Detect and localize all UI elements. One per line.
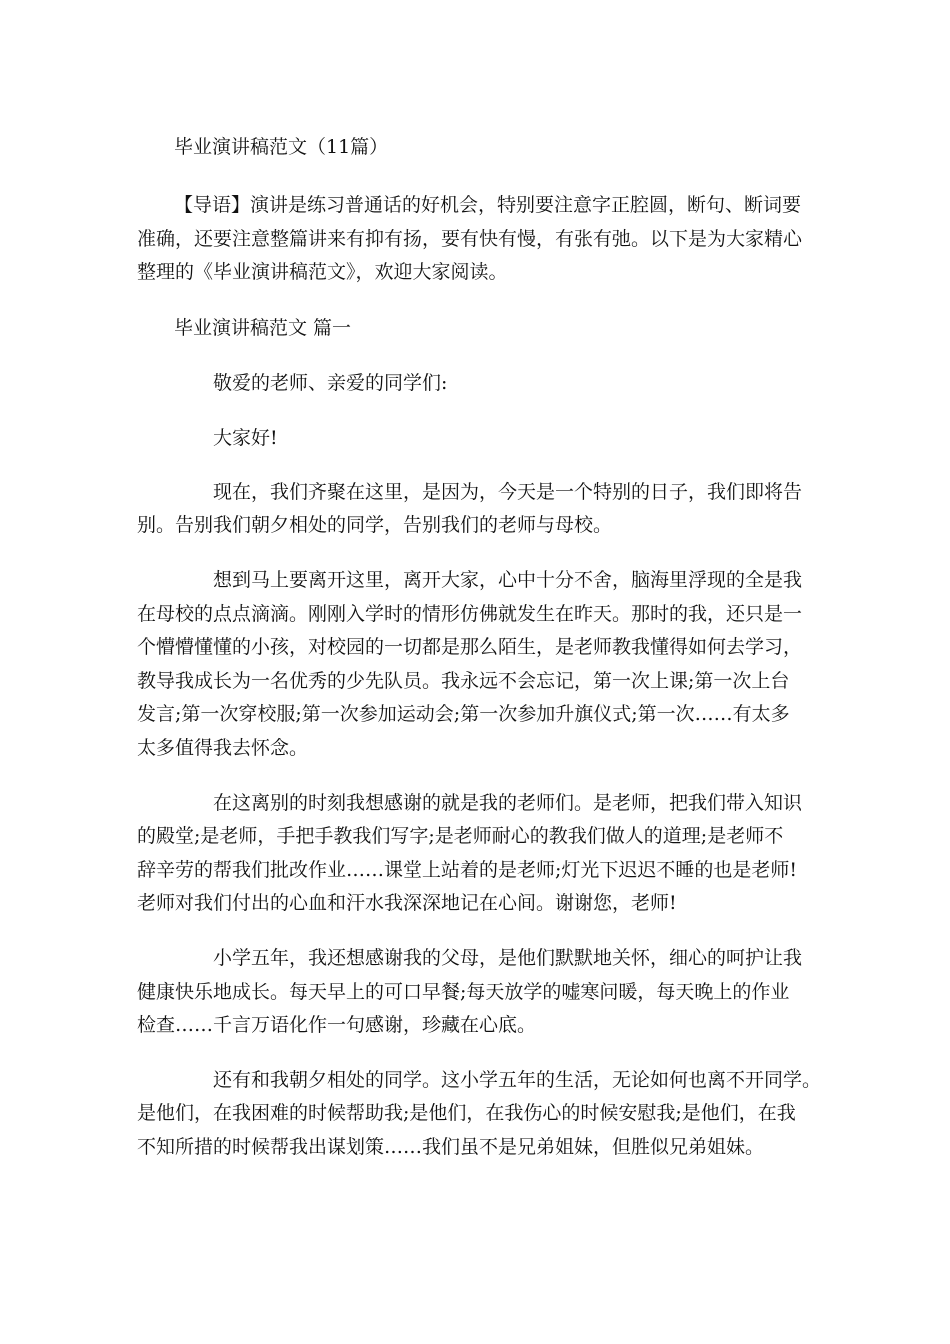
paragraph-line: 个懵懵懂懂的小孩，对校园的一切都是那么陌生，是老师教我懂得如何去学习， (137, 636, 803, 659)
paragraph-line: 健康快乐地成长。每天早上的可口早餐;每天放学的嘘寒问暖，每天晚上的作业 (137, 980, 790, 1003)
intro-line: 准确，还要注意整篇讲来有抑有扬，要有快有慢，有张有弛。以下是为大家精心 (137, 227, 803, 250)
intro-line: 整理的《毕业演讲稿范文》，欢迎大家阅读。 (137, 261, 508, 284)
paragraph-line: 教导我成长为一名优秀的少先队员。我永远不会忘记，第一次上课;第一次上台 (137, 669, 790, 692)
greeting: 大家好! (213, 426, 278, 449)
paragraph-line: 辞辛劳的帮我们批改作业……课堂上站着的是老师;灯光下迟迟不睡的也是老师! (137, 858, 798, 881)
paragraph-line: 现在，我们齐聚在这里，是因为，今天是一个特别的日子，我们即将告 (213, 480, 803, 503)
paragraph-line: 老师对我们付出的心血和汗水我深深地记在心间。谢谢您，老师! (137, 892, 677, 915)
paragraph-line: 发言;第一次穿校服;第一次参加运动会;第一次参加升旗仪式;第一次……有太多 (137, 703, 790, 726)
intro-line: 【导语】演讲是练习普通话的好机会，特别要注意字正腔圆，断句、断词要 (174, 194, 802, 216)
paragraph-line: 检查……千言万语化作一句感谢，珍藏在心底。 (137, 1014, 537, 1037)
section-heading: 毕业演讲稿范文 篇一 (174, 316, 352, 339)
paragraph-line: 太多值得我去怀念。 (137, 736, 309, 759)
paragraph-line: 的殿堂;是老师，手把手教我们写字;是老师耐心的教我们做人的道理;是老师不 (137, 825, 784, 848)
paragraph-line: 在这离别的时刻我想感谢的就是我的老师们。是老师，把我们带入知识 (213, 791, 803, 814)
paragraph-line: 想到马上要离开这里，离开大家，心中十分不舍，脑海里浮现的全是我 (213, 568, 803, 591)
body-paragraph (137, 942, 827, 1043)
paragraph-line: 还有和我朝夕相处的同学。这小学五年的生活，无论如何也离不开同学。 (213, 1068, 822, 1091)
body-paragraph (137, 476, 827, 543)
paragraph-line: 是他们，在我困难的时候帮助我;是他们，在我伤心的时候安慰我;是他们，在我 (137, 1102, 796, 1125)
document-body (137, 130, 827, 1185)
body-paragraph (137, 564, 827, 766)
intro-paragraph (137, 189, 827, 290)
paragraph-line: 在母校的点点滴滴。刚刚入学时的情形仿佛就发生在昨天。那时的我，还只是一 (137, 602, 803, 625)
salutation: 敬爱的老师、亲爱的同学们: (213, 371, 448, 394)
paragraph-line: 不知所措的时候帮我出谋划策……我们虽不是兄弟姐妹，但胜似兄弟姐妹。 (137, 1135, 765, 1158)
paragraph-line: 别。告别我们朝夕相处的同学，告别我们的老师与母校。 (137, 514, 613, 537)
paragraph-line: 小学五年，我还想感谢我的父母，是他们默默地关怀，细心的呵护让我 (213, 946, 803, 969)
body-paragraph (137, 1064, 827, 1165)
body-paragraph (137, 787, 827, 921)
document-title: 毕业演讲稿范文（11篇） (174, 136, 389, 158)
